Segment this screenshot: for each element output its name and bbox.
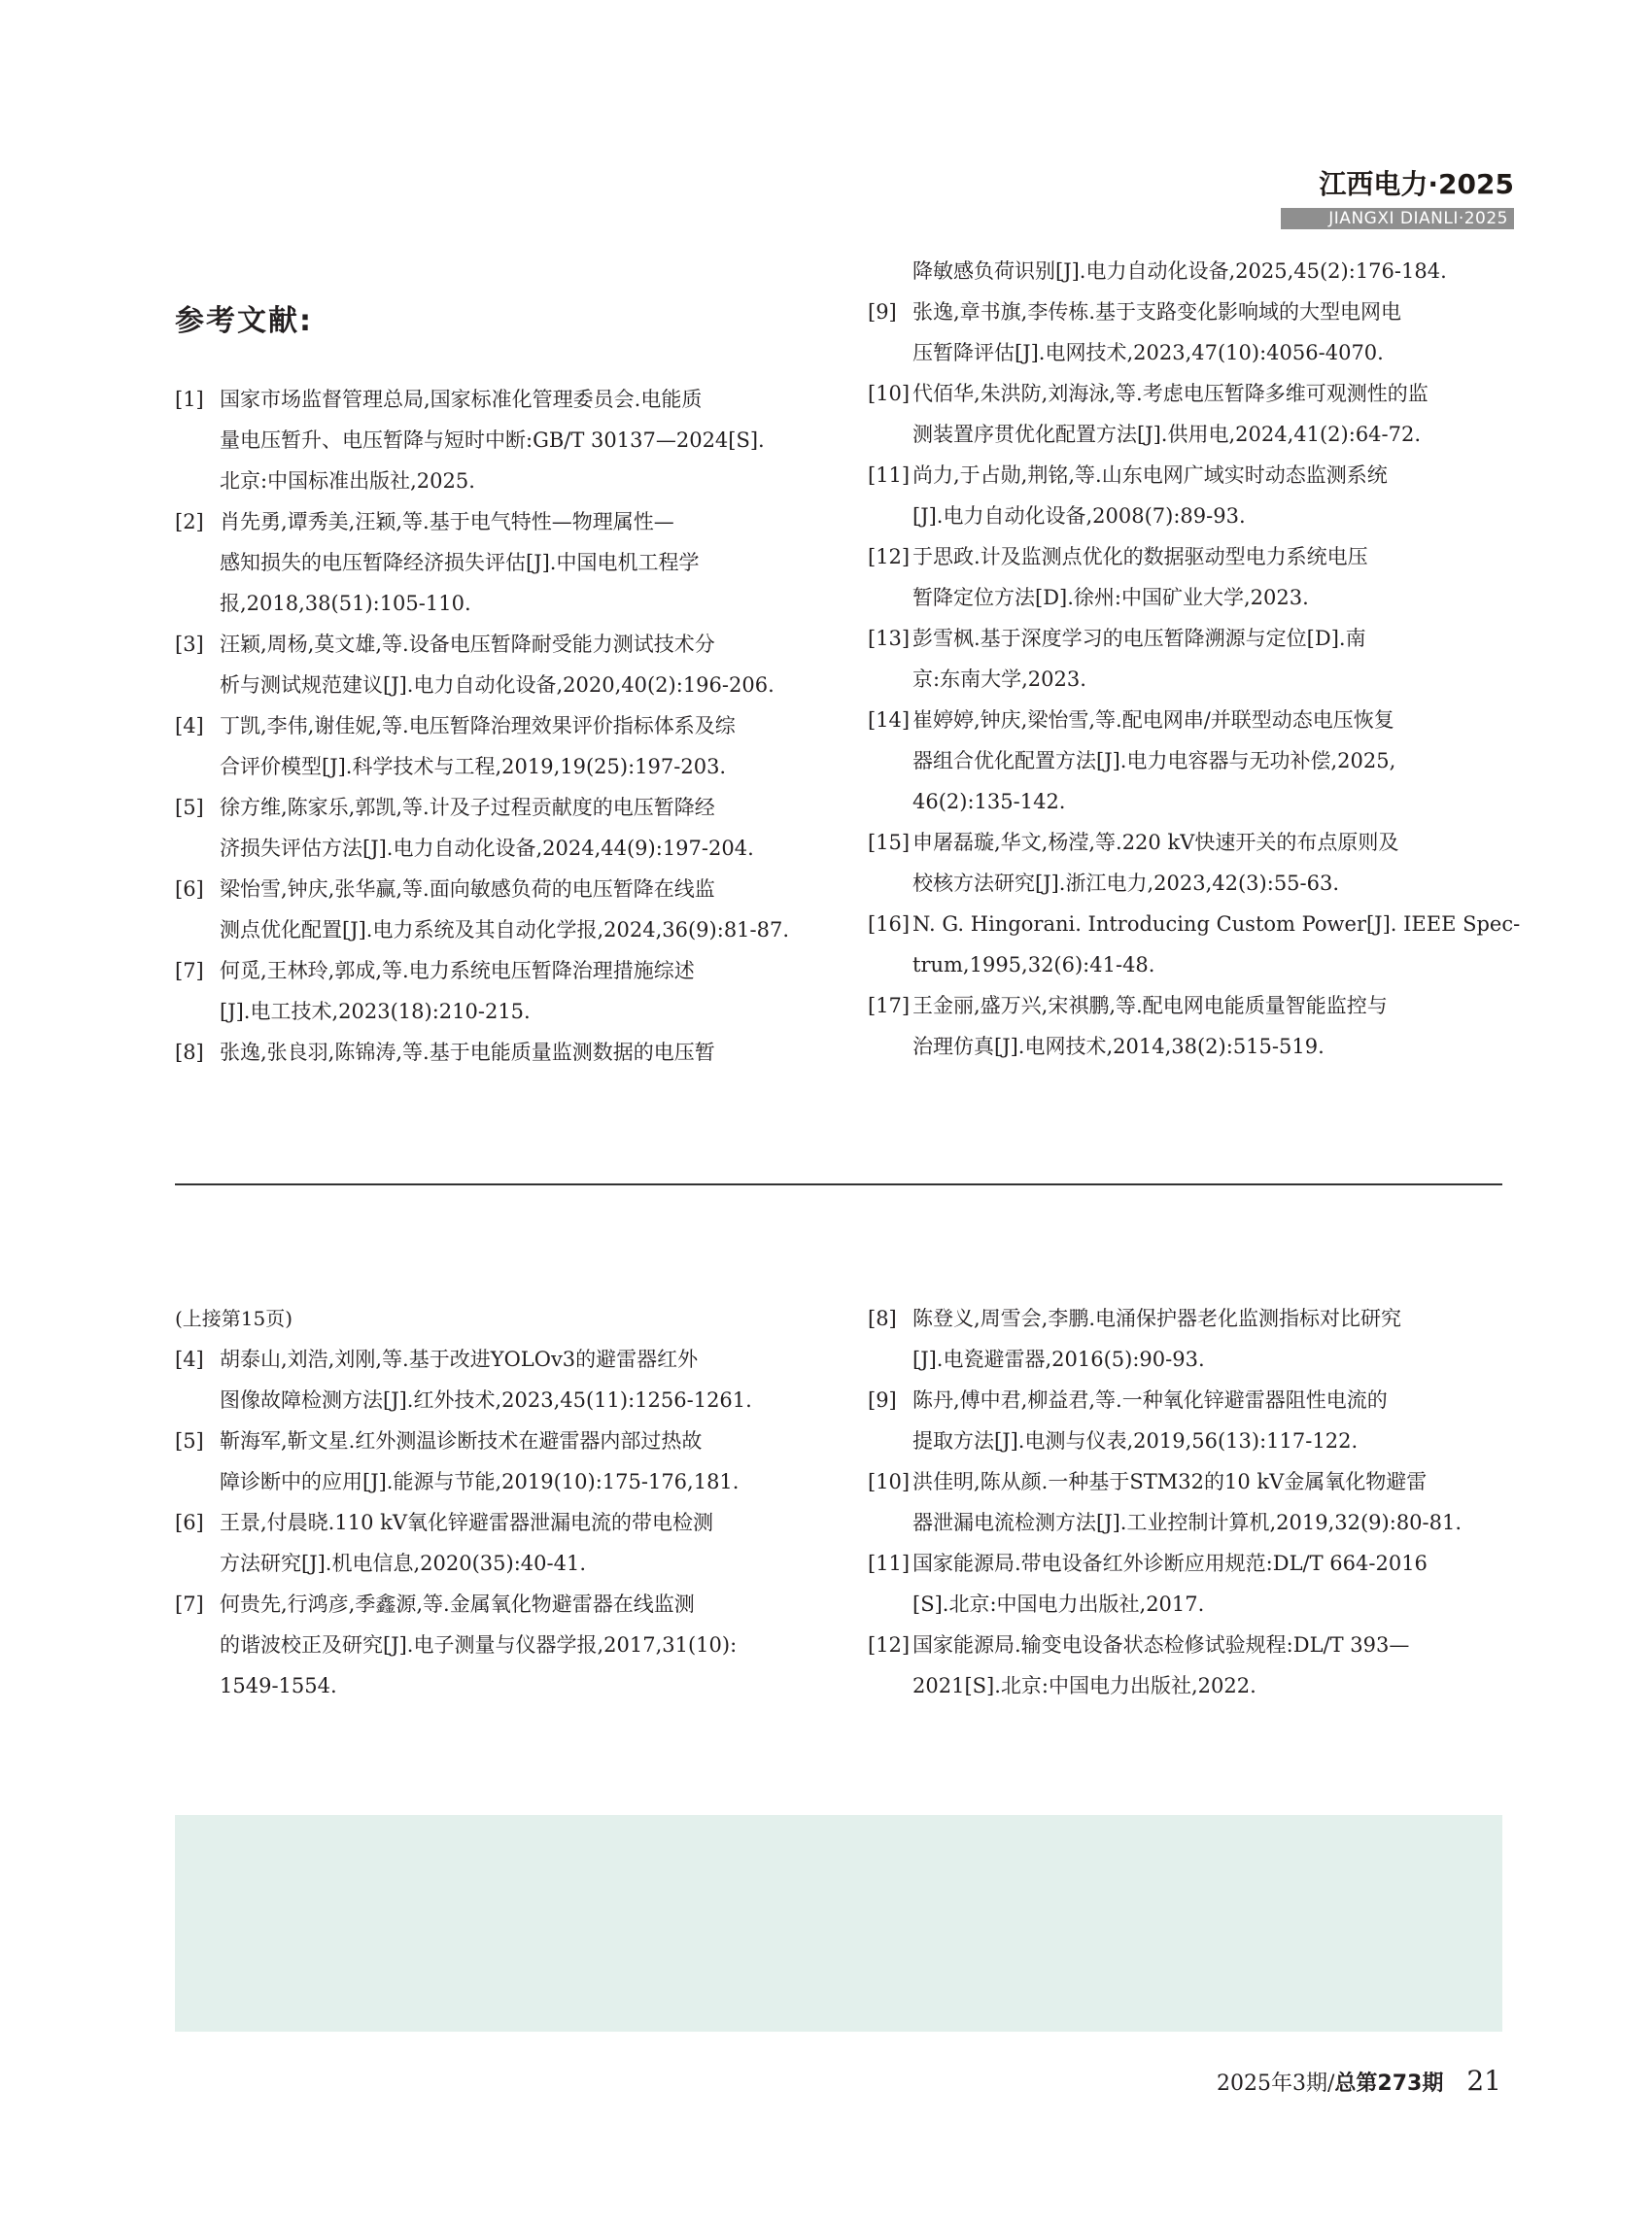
reference-line: 合评价模型[J].科学技术与工程,2019,19(25):197-203. — [220, 755, 727, 778]
reference-number: [13] — [868, 627, 911, 650]
reference-item — [868, 373, 1509, 455]
reference-line: 校核方法研究[J].浙江电力,2023,42(3):55-63. — [912, 872, 1340, 895]
reference-line: [J].电工技术,2023(18):210-215. — [220, 1000, 531, 1023]
reference-item — [868, 1380, 1509, 1461]
reference-line: 何贵先,行鸿彦,季鑫源,等.金属氧化物避雷器在线监测 — [220, 1592, 695, 1616]
reference-line: 器泄漏电流检测方法[J].工业控制计算机,2019,32(9):80-81. — [912, 1511, 1463, 1534]
reference-line: 尚力,于占勋,荆铭,等.山东电网广域实时动态监测系统 — [912, 463, 1388, 487]
reference-line: 国家能源局.输变电设备状态检修试验规程:DL/T 393— — [912, 1633, 1410, 1657]
reference-continuation: 降敏感负荷识别[J].电力自动化设备,2025,45(2):176-184. — [912, 259, 1447, 283]
reference-line: 北京:中国标准出版社,2025. — [220, 469, 475, 493]
reference-item — [175, 869, 816, 950]
reference-line: 析与测试规范建议[J].电力自动化设备,2020,40(2):196-206. — [220, 673, 774, 697]
reference-line: 崔婷婷,钟庆,梁怡雪,等.配电网串/并联型动态电压恢复 — [912, 708, 1394, 732]
bottom-banner — [175, 1815, 1502, 2032]
reference-item — [175, 379, 816, 501]
reference-number: [1] — [175, 388, 204, 411]
section-divider — [175, 1183, 1502, 1185]
reference-item — [868, 536, 1509, 618]
reference-number: [11] — [868, 1552, 911, 1575]
reference-item — [868, 455, 1509, 536]
reference-line: 46(2):135-142. — [912, 790, 1066, 813]
reference-line: 测点优化配置[J].电力系统及其自动化学报,2024,36(9):81-87. — [220, 918, 790, 942]
reference-item — [868, 700, 1509, 822]
reference-number: [4] — [175, 1348, 204, 1371]
page-footer — [1217, 2065, 1501, 2097]
references-a-left-column — [175, 379, 816, 1073]
reference-line: [S].北京:中国电力出版社,2017. — [912, 1592, 1205, 1616]
reference-item — [175, 1339, 816, 1421]
journal-title: 江西电力·2025 — [1319, 168, 1514, 200]
reference-item — [868, 1543, 1509, 1625]
reference-number: [4] — [175, 714, 204, 737]
reference-number: [3] — [175, 633, 204, 656]
reference-item — [175, 1502, 816, 1584]
reference-number: [11] — [868, 463, 911, 487]
reference-item — [175, 1584, 816, 1706]
reference-number: [7] — [175, 1592, 204, 1616]
reference-item — [868, 985, 1509, 1067]
reference-line: 提取方法[J].电测与仪表,2019,56(13):117-122. — [912, 1429, 1359, 1453]
reference-item — [175, 950, 816, 1032]
reference-number: [17] — [868, 994, 911, 1017]
reference-line: 国家能源局.带电设备红外诊断应用规范:DL/T 664-2016 — [912, 1552, 1428, 1575]
reference-number: [5] — [175, 1429, 204, 1453]
reference-line: 梁怡雪,钟庆,张华赢,等.面向敏感负荷的电压暂降在线监 — [220, 877, 715, 901]
reference-item — [175, 1421, 816, 1502]
reference-line: 肖先勇,谭秀美,汪颖,等.基于电气特性—物理属性— — [220, 510, 674, 533]
reference-line: 何觅,王林玲,郭成,等.电力系统电压暂降治理措施综述 — [220, 959, 695, 982]
reference-line: 2021[S].北京:中国电力出版社,2022. — [912, 1674, 1256, 1697]
reference-item — [868, 1625, 1509, 1706]
reference-line: 彭雪枫.基于深度学习的电压暂降溯源与定位[D].南 — [912, 627, 1366, 650]
references-b-left-column — [175, 1298, 816, 1706]
reference-line: 王景,付晨晓.110 kV氧化锌避雷器泄漏电流的带电检测 — [220, 1511, 713, 1534]
reference-line: 张逸,张良羽,陈锦涛,等.基于电能质量监测数据的电压暂 — [220, 1041, 715, 1064]
references-b-right-column — [868, 1298, 1509, 1706]
reference-item — [868, 291, 1509, 373]
reference-item — [175, 787, 816, 869]
journal-roman-bar: JIANGXI DIANLI·2025 — [1281, 208, 1514, 229]
reference-line: 靳海军,靳文星.红外测温诊断技术在避雷器内部过热故 — [220, 1429, 703, 1453]
reference-line: 国家市场监督管理总局,国家标准化管理委员会.电能质 — [220, 388, 703, 411]
footer-issue: 2025年3期/ — [1217, 2072, 1335, 2096]
reference-line: 陈登义,周雪会,李鹏.电涌保护器老化监测指标对比研究 — [912, 1307, 1402, 1330]
reference-line: 胡泰山,刘浩,刘刚,等.基于改进YOLOv3的避雷器红外 — [220, 1348, 699, 1371]
reference-line: 徐方维,陈家乐,郭凯,等.计及子过程贡献度的电压暂降经 — [220, 796, 715, 819]
reference-number: [6] — [175, 877, 204, 901]
reference-line: trum,1995,32(6):41-48. — [912, 953, 1155, 976]
reference-line: 京:东南大学,2023. — [912, 668, 1086, 691]
reference-number: [8] — [868, 1307, 897, 1330]
reference-number: [15] — [868, 831, 911, 854]
reference-line: 暂降定位方法[D].徐州:中国矿业大学,2023. — [912, 586, 1309, 609]
reference-item — [868, 618, 1509, 700]
reference-number: [12] — [868, 1633, 911, 1657]
reference-number: [6] — [175, 1511, 204, 1534]
reference-item — [175, 501, 816, 624]
reference-line: 器组合优化配置方法[J].电力电容器与无功补偿,2025, — [912, 749, 1396, 772]
reference-number: [8] — [175, 1041, 204, 1064]
reference-line: 测装置序贯优化配置方法[J].供用电,2024,41(2):64-72. — [912, 423, 1422, 446]
reference-number: [12] — [868, 545, 911, 568]
reference-item — [868, 1461, 1509, 1543]
journal-masthead — [1281, 167, 1514, 229]
reference-line: 洪佳明,陈从颜.一种基于STM32的10 kV金属氧化物避雷 — [912, 1470, 1428, 1493]
reference-number: [2] — [175, 510, 204, 533]
reference-line: 陈丹,傅中君,柳益君,等.一种氧化锌避雷器阻性电流的 — [912, 1388, 1388, 1412]
reference-number: [14] — [868, 708, 911, 732]
reference-line: 汪颖,周杨,莫文雄,等.设备电压暂降耐受能力测试技术分 — [220, 633, 715, 656]
section-heading: 参考文献: — [175, 304, 313, 338]
reference-number: [7] — [175, 959, 204, 982]
reference-line: 于思政.计及监测点优化的数据驱动型电力系统电压 — [912, 545, 1368, 568]
reference-line: 障诊断中的应用[J].能源与节能,2019(10):175-176,181. — [220, 1470, 740, 1493]
reference-number: [9] — [868, 300, 897, 324]
reference-line: 济损失评估方法[J].电力自动化设备,2024,44(9):197-204. — [220, 837, 754, 860]
reference-number: [9] — [868, 1388, 897, 1412]
reference-item — [868, 904, 1521, 985]
reference-line: 丁凯,李伟,谢佳妮,等.电压暂降治理效果评价指标体系及综 — [220, 714, 736, 737]
reference-line: 治理仿真[J].电网技术,2014,38(2):515-519. — [912, 1035, 1325, 1058]
reference-line: 王金丽,盛万兴,宋祺鹏,等.配电网电能质量智能监控与 — [912, 994, 1388, 1017]
reference-item — [175, 624, 816, 705]
references-a-right-column — [868, 251, 1521, 1067]
reference-number: [10] — [868, 382, 911, 405]
reference-line: [J].电瓷避雷器,2016(5):90-93. — [912, 1348, 1205, 1371]
reference-line: 张逸,章书旗,李传栋.基于支路变化影响域的大型电网电 — [912, 300, 1402, 324]
reference-number: [16] — [868, 912, 911, 936]
reference-line: 感知损失的电压暂降经济损失评估[J].中国电机工程学 — [220, 551, 700, 574]
reference-item — [175, 1032, 816, 1073]
footer-issue-total: 总第273期 — [1334, 2072, 1444, 2096]
reference-line: 压暂降评估[J].电网技术,2023,47(10):4056-4070. — [912, 341, 1384, 364]
reference-line: 方法研究[J].机电信息,2020(35):40-41. — [220, 1552, 586, 1575]
continued-from-label: (上接第15页) — [175, 1307, 293, 1330]
reference-line: 代佰华,朱洪防,刘海泳,等.考虑电压暂降多维可观测性的监 — [912, 382, 1428, 405]
reference-item — [175, 705, 816, 787]
reference-number: [10] — [868, 1470, 911, 1493]
reference-line: 的谐波校正及研究[J].电子测量与仪器学报,2017,31(10): — [220, 1633, 738, 1657]
reference-number: [5] — [175, 796, 204, 819]
reference-line: [J].电力自动化设备,2008(7):89-93. — [912, 504, 1246, 528]
reference-line: 申屠磊璇,华文,杨滢,等.220 kV快速开关的布点原则及 — [912, 831, 1399, 854]
reference-line: 量电压暂升、电压暂降与短时中断:GB/T 30137—2024[S]. — [220, 428, 765, 452]
reference-line: 报,2018,38(51):105-110. — [220, 592, 471, 615]
reference-line: N. G. Hingorani. Introducing Custom Power[J]. IEEE Spec- — [912, 912, 1521, 936]
page-number: 21 — [1466, 2065, 1501, 2097]
reference-line: 1549-1554. — [220, 1674, 337, 1697]
reference-line: 图像故障检测方法[J].红外技术,2023,45(11):1256-1261. — [220, 1388, 752, 1412]
reference-item — [868, 1298, 1509, 1380]
reference-item — [868, 822, 1509, 904]
